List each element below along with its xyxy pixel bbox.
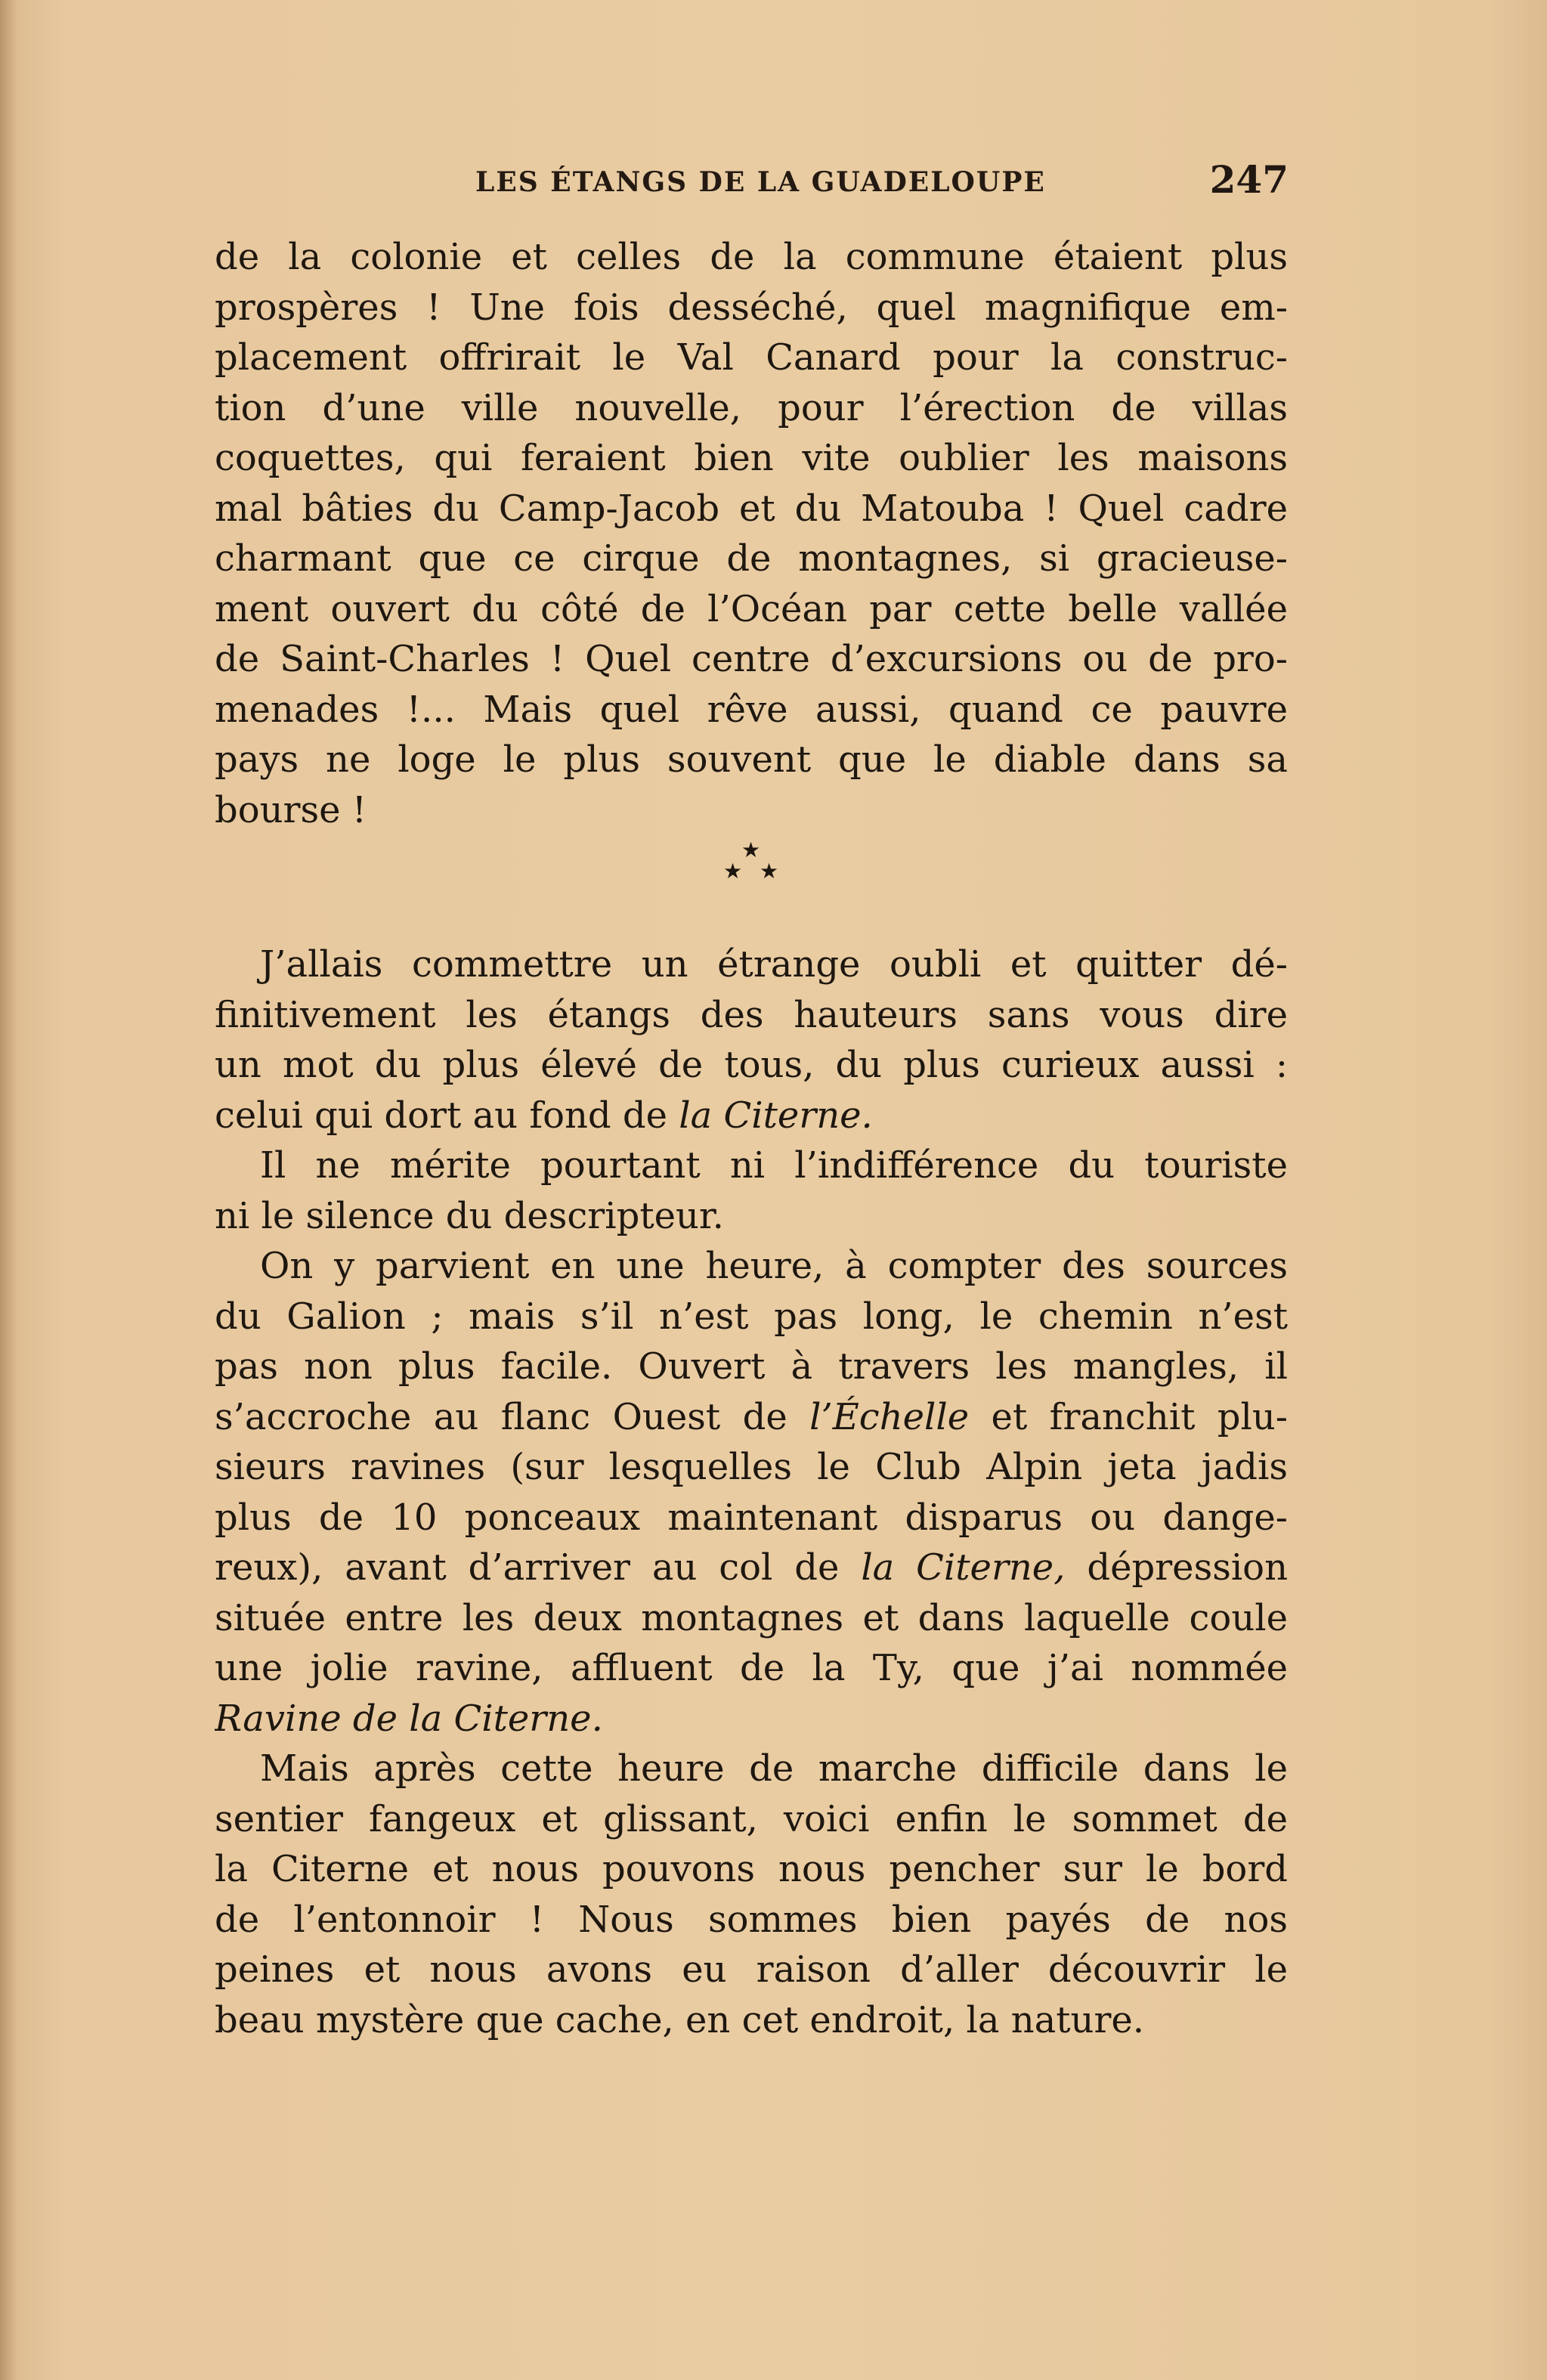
text-line: On y parvient en une heure, à compter des sources <box>260 1245 1288 1287</box>
text-line: sieurs ravines (sur lesquelles le Club Alpin jeta jadis <box>215 1446 1288 1488</box>
text-line: pas non plus facile. Ouvert à travers les mangles, il <box>215 1345 1288 1388</box>
text-line: Mais après cette heure de marche difficile dans le <box>260 1747 1288 1790</box>
page-header <box>215 157 1289 203</box>
text-line: de Saint-Charles ! Quel centre d’excursions ou de pro- <box>215 638 1288 680</box>
text-line: du Galion ; mais s’il n’est pas long, le chemin n’est <box>215 1295 1288 1338</box>
text-segment: dépression <box>1065 1546 1288 1589</box>
text-line <box>215 1091 1288 1141</box>
text-line: pays ne loge le plus souvent que le diable dans sa <box>215 738 1288 781</box>
text-line: coquettes, qui feraient bien vite oublier les maisons <box>215 437 1288 479</box>
paragraph-1 <box>215 232 1288 835</box>
text-line: de la colonie et celles de la commune étaient plus <box>215 236 1288 278</box>
text-segment: et franchit plu- <box>969 1395 1288 1438</box>
text-line: située entre les deux montagnes et dans laquelle coule <box>215 1596 1288 1639</box>
star-icon: ★ <box>760 859 779 884</box>
text-line: Ravine de la Citerne. <box>215 1697 603 1740</box>
text-line: menades !... Mais quel rêve aussi, quand ce pauvre <box>215 688 1288 731</box>
text-line: tion d’une ville nouvelle, pour l’érection de villas <box>215 386 1288 429</box>
text-line: J’allais commettre un étrange oubli et quitter dé- <box>260 943 1288 986</box>
text-line: peines et nous avons eu raison d’aller découvrir le <box>215 1948 1288 1991</box>
text-line: placement offrirait le Val Canard pour la construc- <box>215 336 1288 379</box>
text-line: ni le silence du descripteur. <box>215 1194 724 1237</box>
text-line <box>215 1543 1288 1593</box>
text-line: mal bâties du Camp-Jacob et du Matouba ! Quel cadre <box>215 487 1288 530</box>
star-icon: ★ <box>741 837 761 862</box>
text-line: de l’entonnoir ! Nous sommes bien payés de nos <box>215 1898 1288 1941</box>
running-head: LES ÉTANGS DE LA GUADELOUPE <box>475 166 1046 198</box>
text-line: prospères ! Une fois desséché, quel magnifique em- <box>215 286 1288 329</box>
text-segment: celui qui dort au fond de <box>215 1094 679 1137</box>
text-line: Il ne mérite pourtant ni l’indifférence du touriste <box>260 1144 1288 1187</box>
page-binding-edge <box>0 0 17 2380</box>
text-segment: reux), avant d’arriver au col de <box>215 1546 862 1589</box>
italic-place-name: la Citerne, <box>861 1546 1066 1589</box>
text-line: bourse ! <box>215 788 367 831</box>
text-line: plus de 10 ponceaux maintenant disparus ou dange- <box>215 1496 1288 1539</box>
text-line: sentier fangeux et glissant, voici enfin le sommet de <box>215 1797 1288 1840</box>
italic-place-name: l’Échelle <box>809 1395 970 1438</box>
text-line: un mot du plus élevé de tous, du plus curieux aussi : <box>215 1044 1288 1086</box>
asterism-ornament <box>714 835 790 896</box>
text-line: ment ouvert du côté de l’Océan par cette belle vallée <box>215 587 1288 630</box>
text-segment: s’accroche au flanc Ouest de <box>215 1395 810 1438</box>
text-line: beau mystère que cache, en cet endroit, la nature. <box>215 1998 1145 2041</box>
text-line: la Citerne et nous pouvons nous pencher sur le bord <box>215 1848 1288 1890</box>
page-number: 247 <box>1209 157 1289 202</box>
italic-place-name: la Citerne. <box>679 1094 873 1137</box>
text-line: charmant que ce cirque de montagnes, si gracieuse- <box>215 537 1288 580</box>
body-text-continued <box>215 939 1288 2045</box>
text-line: finitivement les étangs des hauteurs sans vous dire <box>215 993 1288 1036</box>
text-line <box>215 1392 1288 1443</box>
star-icon: ★ <box>723 859 743 884</box>
text-line: une jolie ravine, affluent de la Ty, que j’ai nommée <box>215 1647 1288 1689</box>
